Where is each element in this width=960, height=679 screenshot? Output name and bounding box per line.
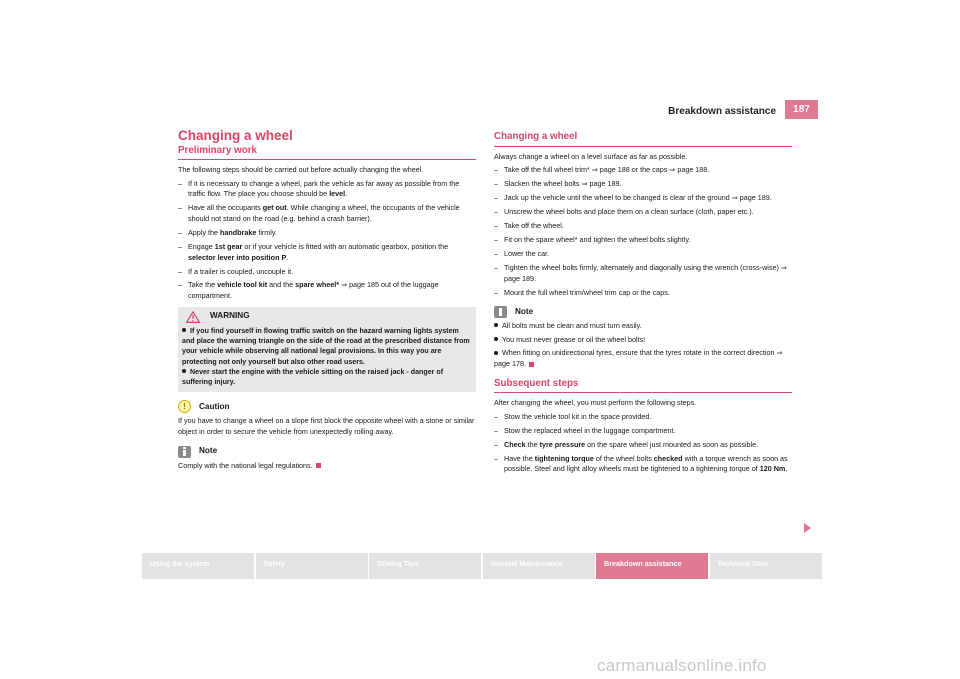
step-item: – Stow the vehicle tool kit in the space provided. [494,411,652,421]
page-number: 187 [785,100,818,119]
section-title-preliminary: Preliminary work [178,146,476,161]
warning-triangle-icon [186,311,200,323]
tab-technical-data[interactable]: Technical Data [710,553,822,579]
step-item: – Take the vehicle tool kit and the spare wheel* ⇒ page 185 out of the luggage compartment. [178,280,439,301]
note-item: When fitting on unidirectional tyres, ensure that the tyres rotate in the correct direction ⇒ page 178. [494,348,783,369]
step-item: – If it is necessary to change a wheel, park the vehicle as far away as possible from the traffic flow. The place you choose should be level. [178,178,460,199]
right-column [494,131,792,478]
intro-text: The following steps should be carried out before actually changing the wheel. [178,165,424,175]
step-item: – Lower the car. [494,249,550,259]
step-item: – Apply the handbrake firmly. [178,227,277,237]
info-icon [178,446,191,458]
running-header: Breakdown assistance [668,106,776,117]
chapter-tab-bar [142,553,823,579]
note-heading [178,446,476,458]
step-item: – If a trailer is coupled, uncouple it. [178,266,294,276]
note-heading [494,306,792,318]
step-item: – Take off the wheel. [494,221,564,231]
watermark: carmanualsonline.info [597,656,767,675]
section-title-changing: Changing a wheel [494,132,792,147]
step-item: – Slacken the wheel bolts ⇒ page 189. [494,179,622,189]
left-column [178,128,476,474]
step-item: – Engage 1st gear or if your vehicle is fitted with an automatic gearbox, position the selector lever into position P. [178,241,449,262]
intro-text: Always change a wheel on a level surface as far as possible. [494,151,688,161]
warning-box [178,307,476,393]
step-item: – Jack up the vehicle until the wheel to be changed is clear of the ground ⇒ page 189. [494,193,772,203]
section-end-marker [316,463,321,468]
page-reference-link[interactable]: ⇒ page 185 out of the luggage compartment. [188,280,439,301]
tab-driving-tips[interactable]: Driving Tips [369,553,481,579]
note-label: Note [199,446,218,456]
note-item: You must never grease or oil the wheel bolts! [494,335,792,346]
info-icon [494,306,507,318]
tab-using-the-system[interactable]: Using the system [142,553,254,579]
tab-safety[interactable]: Safety [256,553,368,579]
note-text: Comply with the national legal regulations. [178,461,476,472]
caution-text: If you have to change a wheel on a slope first block the opposite wheel with a stone or similar object in order to secure the vehicle from unexpectedly rolling away. [178,416,475,437]
note-item: All bolts must be clean and must turn easily. [494,321,792,332]
tab-breakdown-assistance[interactable]: Breakdown assistance [596,553,708,579]
warning-label: WARNING [210,311,250,321]
caution-icon: ! [178,400,191,413]
note-label: Note [515,306,534,316]
step-item: – Have the tightening torque of the wheel bolts checked with a torque wrench as soon as possible. Steel and light alloy wheels must be tightened to a tightening torque of 120 Nm. [494,453,788,474]
next-page-arrow-icon[interactable] [804,523,811,533]
step-item: – Stow the replaced wheel in the luggage compartment. [494,425,676,435]
section-end-marker [529,362,534,367]
step-item: – Tighten the wheel bolts firmly, alternately and diagonally using the wrench (cross-wise) ⇒ page 189. [494,263,787,283]
step-item: – Have all the occupants get out. While changing a wheel, the occupants of the vehicle should not stand on the road (e.g. behind a crash barrier). [178,203,460,223]
chapter-title: Changing a wheel [178,128,293,143]
caution-label: Caution [199,401,230,411]
caution-heading [178,400,476,413]
step-item: – Check the tyre pressure on the spare wheel just mounted as soon as possible. [494,439,759,449]
tab-general-maintenance[interactable]: General Maintenance [483,553,595,579]
intro-text: After changing the wheel, you must perform the following steps. [494,398,697,408]
warning-item: If you find yourself in flowing traffic switch on the hazard warning lights system and place the warning triangle on the side of the road at the prescribed distance from your vehicle while observing all national legal provisions. In this way you are protecting not only yourself but also other road users. [182,326,470,366]
step-item: – Mount the full wheel trim/wheel trim cap or the caps. [494,287,670,297]
step-item: – Take off the full wheel trim* ⇒ page 188 or the caps ⇒ page 188. [494,165,710,175]
step-item: – Fit on the spare wheel* and tighten the wheel bolts slightly. [494,235,691,245]
warning-item: Never start the engine with the vehicle sitting on the raised jack - danger of suffering injury. [182,367,444,387]
section-title-subsequent: Subsequent steps [494,379,792,394]
step-item: – Unscrew the wheel bolts and place them on a clean surface (cloth, paper etc.). [494,207,754,217]
